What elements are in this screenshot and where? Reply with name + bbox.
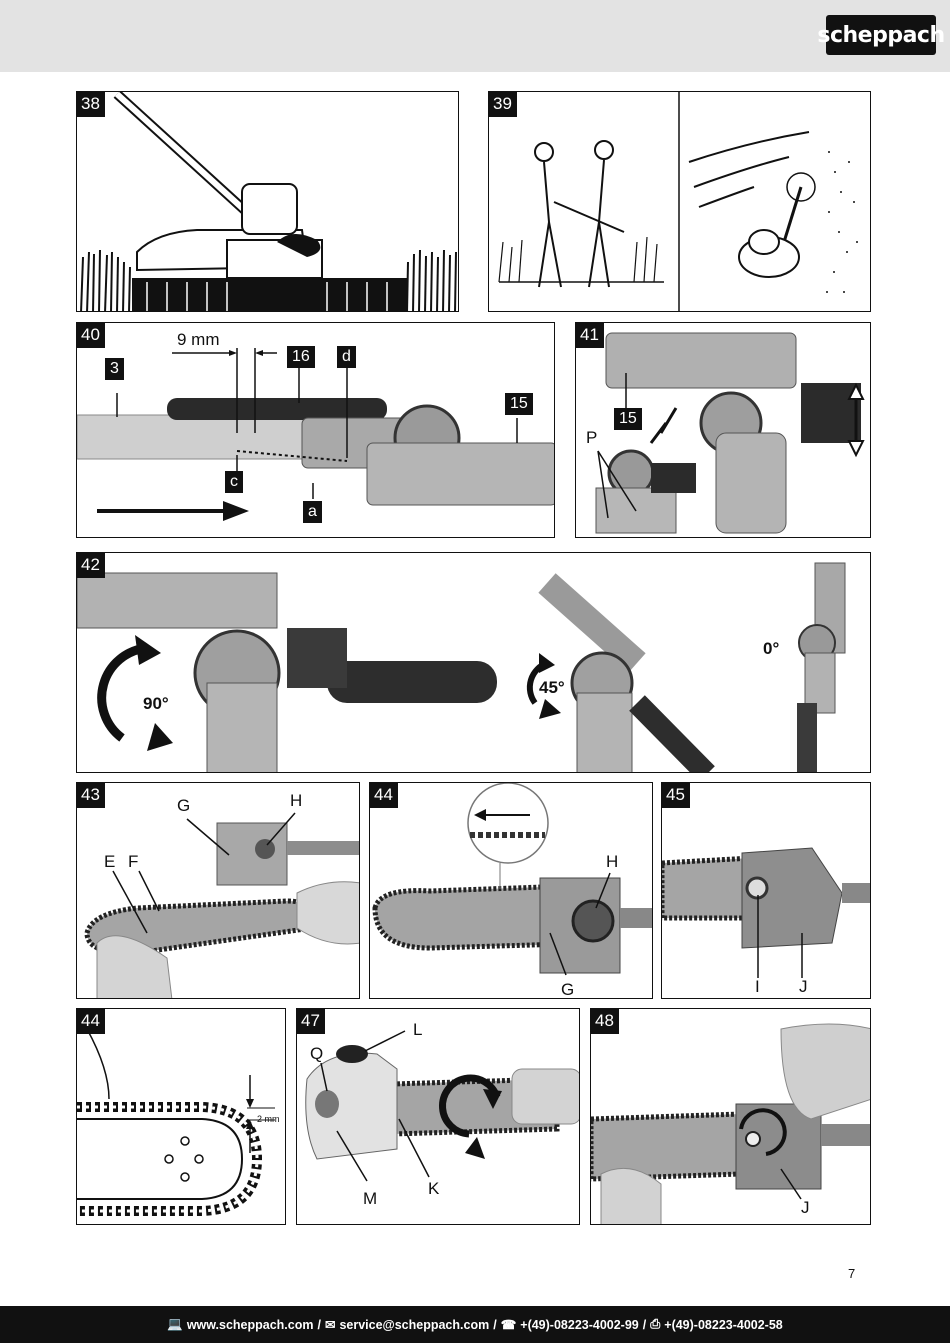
gear-angle-adjustment-photo [77,553,871,773]
part-label-d: d [337,346,356,368]
figure-43 [76,782,360,999]
figure-number: 39 [489,92,517,117]
figure-number: 47 [297,1009,325,1034]
footer-separator: / [642,1317,647,1332]
footer-phone: +(49)-08223-4002-99 [520,1317,639,1332]
fax-icon: ⎙ [650,1317,661,1331]
footer-website[interactable]: www.scheppach.com [186,1317,314,1332]
chain-tension-diagram [77,1009,286,1225]
footer-fax: +(49)-08223-4002-58 [664,1317,783,1332]
figure-number: 38 [77,92,105,117]
part-label-16: 16 [287,346,315,368]
part-label-k: K [428,1179,440,1198]
footer-separator: / [493,1317,497,1332]
mail-icon: ✉ [324,1318,336,1332]
part-label-3: 3 [105,358,124,380]
part-label-q: Q [310,1044,324,1063]
part-label-h: H [606,852,619,871]
part-label-h: H [290,791,303,810]
figure-39 [488,91,871,312]
angle-label-90: 90° [143,694,169,713]
figure-number: 44 [77,1009,105,1034]
figure-number: 41 [576,323,604,348]
figure-number: 42 [77,553,105,578]
page-footer [0,1306,950,1343]
part-label-c: c [225,471,243,493]
brand-logo: scheppach [826,15,936,55]
figure-47 [296,1008,580,1225]
figure-38 [76,91,459,312]
sprocket-cover-photo [662,783,871,999]
figure-number: 45 [662,783,690,808]
guide-bar-fitting-photo [77,783,360,999]
angle-label-45: 45° [539,678,565,697]
part-label-g: G [177,796,191,815]
page-number: 7 [848,1266,856,1281]
part-label-a: a [303,501,322,523]
figure-number: 43 [77,783,105,808]
part-label-j: J [801,1198,810,1217]
part-label-e: E [104,852,116,871]
figure-number: 40 [77,323,105,348]
figure-number: 48 [591,1009,619,1034]
figure-number: 44 [370,783,398,808]
part-label-j: J [799,977,808,996]
page-header [0,0,950,72]
figure-44-chain [369,782,653,999]
phone-icon: ☎ [500,1318,517,1332]
part-label-g: G [561,980,575,999]
figure-45 [661,782,871,999]
figure-40 [76,322,555,538]
cover-tightening-photo [591,1009,871,1225]
computer-icon: 💻 [167,1317,183,1331]
figure-44-tension [76,1008,286,1225]
trimmer-guard-illustration [77,92,459,312]
figure-41 [575,322,871,538]
operator-position-illustration [489,92,871,312]
part-label-m: M [363,1189,378,1208]
part-label-l: L [413,1020,423,1039]
part-label-i: I [755,977,760,996]
footer-email[interactable]: service@scheppach.com [339,1317,490,1332]
figure-42 [76,552,871,773]
measure-label: 9 mm [177,330,220,349]
chain-mounting-photo [370,783,653,999]
part-label-15: 15 [505,393,533,415]
footer-separator: / [317,1317,321,1332]
angle-label-0: 0° [763,639,780,658]
measure-label: 2 mm [257,1114,280,1124]
part-label-p: P [586,428,598,447]
handle-bracket-photo [576,323,871,538]
figure-48 [590,1008,871,1225]
part-label-15: 15 [614,408,642,430]
part-label-f: F [128,852,139,871]
